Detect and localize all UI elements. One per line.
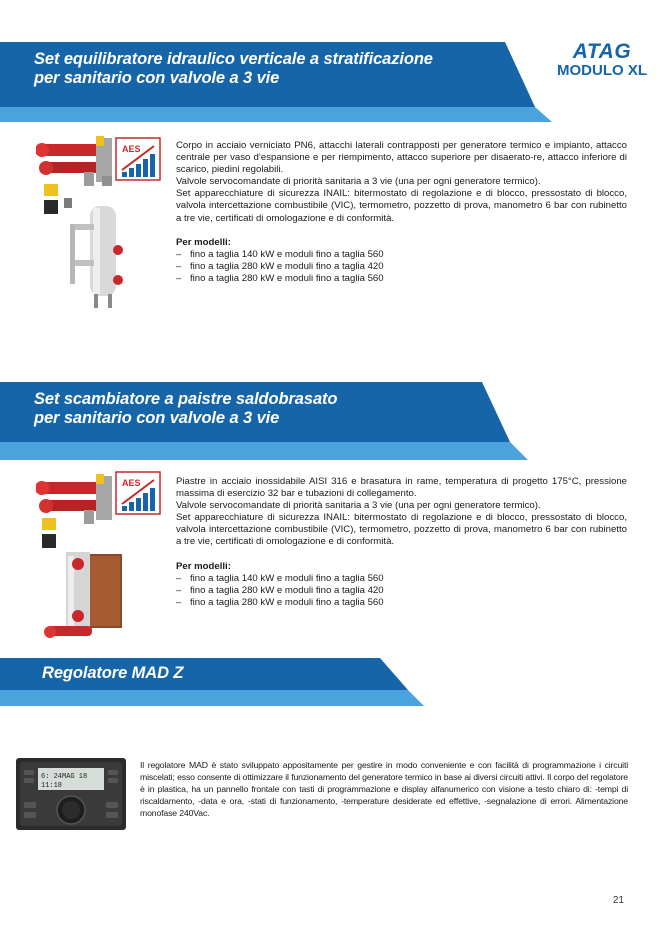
svg-text:AES: AES xyxy=(122,144,141,154)
svg-text:6: 24MAG 18: 6: 24MAG 18 xyxy=(41,773,88,781)
section2-title-line2: per sanitario con valvole a 3 vie xyxy=(34,409,280,427)
section1-title-line2: per sanitario con valvole a 3 vie xyxy=(34,69,280,87)
list-item: – fino a taglia 280 kW e moduli fino a taglia 560 xyxy=(176,597,627,609)
section2-description xyxy=(176,476,627,609)
section1-paragraph: Corpo in acciaio verniciato PN6, attacchi laterali contrapposti per generatore termico e impianto, attacco centrale per vaso d’espansione e per riempimento, attacco superiore per disaerato-re, attacco inferiore di scarico, piedini regolabili. xyxy=(176,140,627,176)
svg-text:11:18: 11:18 xyxy=(41,782,63,790)
list-item: – fino a taglia 140 kW e moduli fino a taglia 560 xyxy=(176,573,627,585)
section1-models-list xyxy=(176,249,627,285)
section2-title-line1: Set scambiatore a paistre saldobrasato xyxy=(34,390,338,408)
page-number: 21 xyxy=(612,895,624,906)
section3-title: Regolatore MAD Z xyxy=(42,664,184,682)
section2-paragraph: Set apparecchiature di sicurezza INAIL: bitermostato di regolazione e di blocco, pressostato di blocco, valvola intercettazione combustibile (VIC), termometro, pozzetto di prova, manometro 6 bar con rubinetto a tre vie, certificati di omologazione e di conformità. xyxy=(176,512,627,548)
mad-controller-image xyxy=(16,758,126,830)
brand-model: MODULO XL xyxy=(557,62,647,79)
section3-description: Il regolatore MAD è stato sviluppato appositamente per gestire in modo conveniente e con facilità di programmazione i circuiti miscelati; esso consente di ottimizzare il funzionamento del generatore termico in base ai diversi circuiti attivi. Il corpo del regolatore è in plastica, ha un pannello frontale con tasti di programmazione e display alfanumerico con visione a testo chiaro di: -tempi di riscaldamento, -data e ora, -stati di funzionamento, -temperature desiderate ed effettive, -segnalazione di errori. Alimentazione monofase 240Vac. xyxy=(140,760,628,819)
section1-paragraph: Set apparecchiature di sicurezza INAIL: bitermostato di regolazione e di blocco, pressostato di blocco, valvola intercettazione combustibile (VIC), termometro, pozzetto di prova, manometro 6 bar con rubinetto a tre vie, certificati di omologazione e di conformità. xyxy=(176,188,627,224)
section2-paragraph: Piastre in acciaio inossidabile AISI 316 e brasatura in rame, temperatura di progetto 175°C, pressione massima di esercizio 32 bar e tubazioni di collegamento. xyxy=(176,476,627,500)
section2-paragraph: Valvole servocomandate di priorità sanitaria a 3 vie (una per ogni generatore termico). xyxy=(176,500,541,512)
section1-description xyxy=(176,140,627,285)
list-item: – fino a taglia 140 kW e moduli fino a taglia 560 xyxy=(176,249,627,261)
section2-aes-badge xyxy=(116,472,160,514)
section2-models-list xyxy=(176,573,627,609)
svg-text:AES: AES xyxy=(122,478,141,488)
section1-title-line1: Set equilibratore idraulico verticale a stratificazione xyxy=(34,50,433,68)
section1-aes-badge xyxy=(116,138,160,180)
list-item: – fino a taglia 280 kW e moduli fino a taglia 420 xyxy=(176,585,627,597)
section1-paragraph: Valvole servocomandate di priorità sanitaria a 3 vie (una per ogni generatore termico). xyxy=(176,176,541,188)
list-item: – fino a taglia 280 kW e moduli fino a taglia 560 xyxy=(176,273,627,285)
brand-logo xyxy=(557,42,647,79)
section1-product-image xyxy=(36,132,166,322)
section2-product-image xyxy=(36,470,166,650)
section1-models-heading: Per modelli: xyxy=(176,236,231,248)
section2-models-heading: Per modelli: xyxy=(176,560,231,572)
list-item: – fino a taglia 280 kW e moduli fino a taglia 420 xyxy=(176,261,627,273)
brand-name: ATAG xyxy=(572,40,632,63)
